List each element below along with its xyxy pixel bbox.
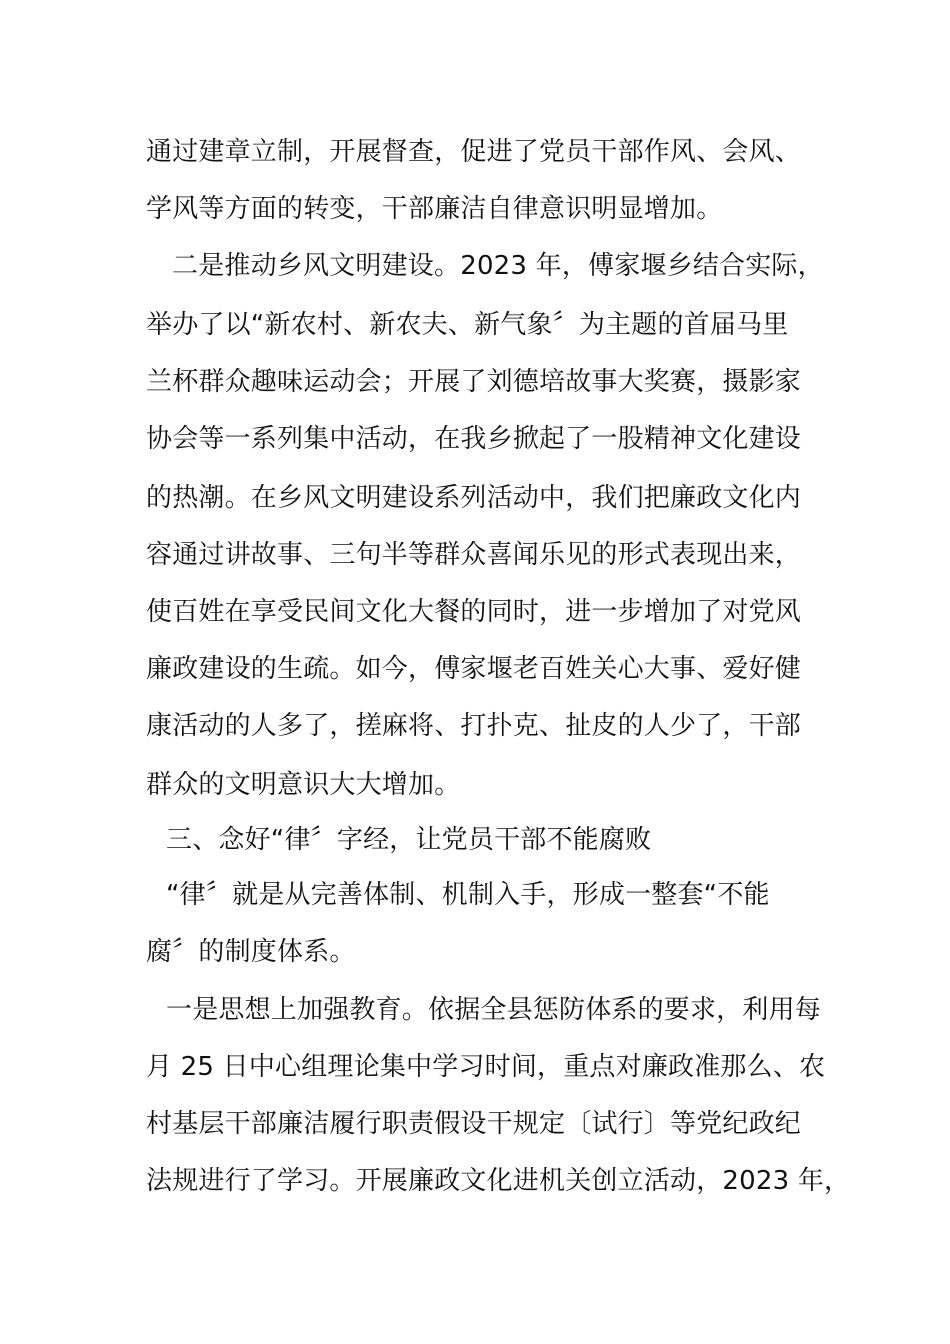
text-line: 的热潮。在乡风文明建设系列活动中，我们把廉政文化内	[146, 483, 802, 513]
text-line: 使百姓在享受民间文化大餐的同时，进一步增加了对党风	[146, 597, 802, 627]
paragraph-start: 二是推动乡风文明建设。2023 年，傅家堰乡结合实际，	[172, 251, 824, 281]
text-line: 兰杯群众趣味运动会；开展了刘德培故事大奖赛，摄影家	[146, 367, 802, 397]
text-line: 月 25 日中心组理论集中学习时间，重点对廉政准那么、农	[146, 1052, 826, 1082]
paragraph-start: 一是思想上加强教育。依据全县惩防体系的要求，利用每	[166, 995, 822, 1025]
text-line: 康活动的人多了，搓麻将、打扑克、扯皮的人少了，干部	[146, 711, 802, 741]
text-line: 群众的文明意识大大增加。	[146, 770, 461, 800]
text-line: 村基层干部廉洁履行职责假设干规定〔试行〕等党纪政纪	[146, 1109, 802, 1139]
text-line: 容通过讲故事、三句半等群众喜闻乐见的形式表现出来，	[146, 540, 802, 570]
text-line: 腐〞的制度体系。	[146, 937, 356, 967]
text-line: 法规进行了学习。开展廉政文化进机关创立活动，2023 年，	[146, 1166, 851, 1196]
text-line: 廉政建设的生疏。如今，傅家堰老百姓关心大事、爱好健	[146, 654, 802, 684]
paragraph-start: “律〞就是从完善体制、机制入手，形成一整套“不能	[166, 880, 770, 910]
text-line: 举办了以“新农村、新农夫、新气象〞为主题的首届马里	[146, 310, 789, 340]
text-line: 协会等一系列集中活动，在我乡掀起了一股精神文化建设	[146, 424, 802, 454]
section-heading: 三、念好“律〞字经，让党员干部不能腐败	[166, 825, 652, 855]
text-line: 通过建章立制，开展督查，促进了党员干部作风、会风、	[146, 137, 802, 167]
text-line: 学风等方面的转变，干部廉洁自律意识明显增加。	[146, 194, 723, 224]
